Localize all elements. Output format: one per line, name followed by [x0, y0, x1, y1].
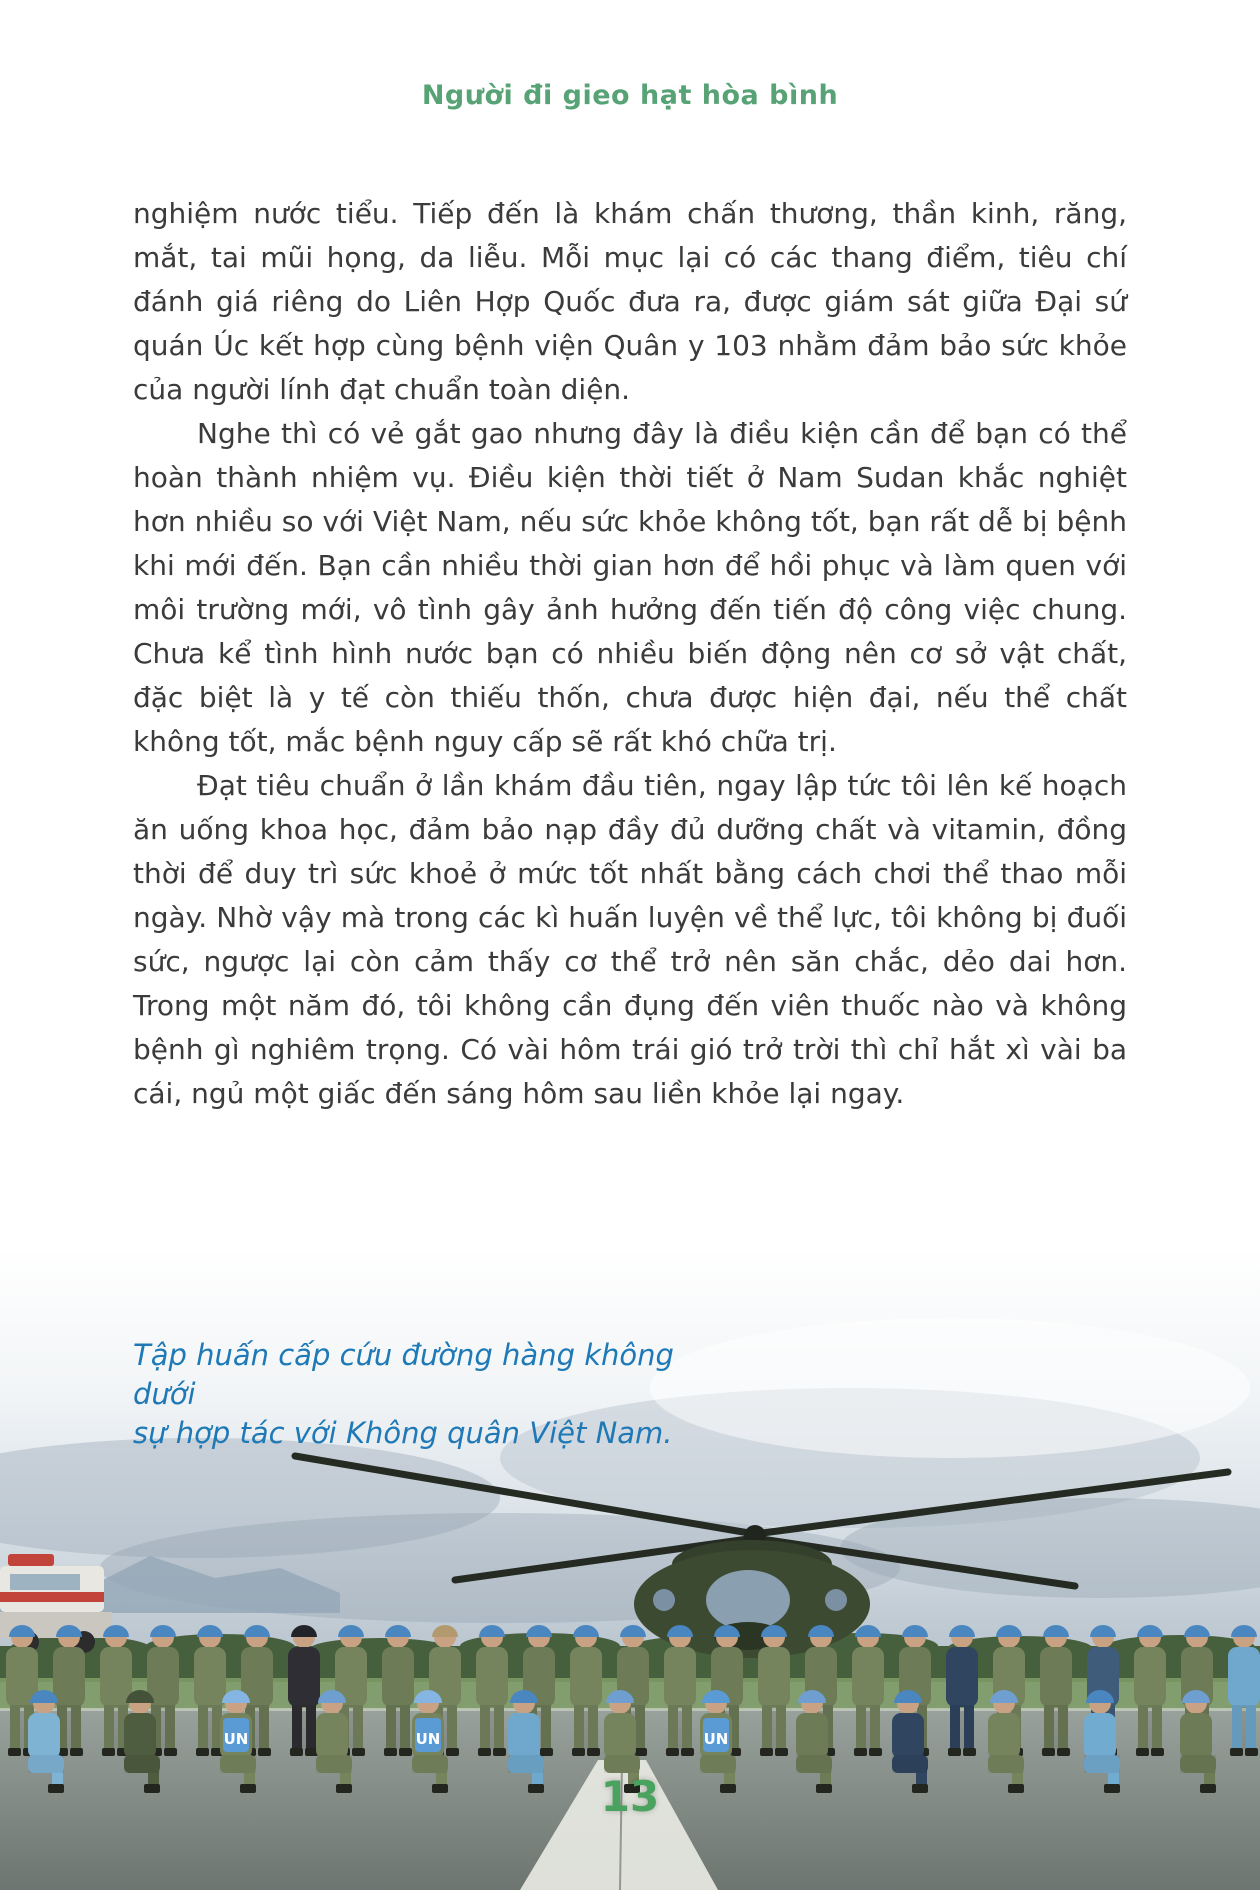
paragraph-2: Nghe thì có vẻ gắt gao nhưng đây là điều kiện cần để bạn có thể hoàn thành nhiệm vụ. Điều kiện thời tiết ở Nam Sudan khắc nghiệt hơn nhiều so với Việt Nam, nếu sức khỏe không tốt, bạn rất dễ bị bệnh khi mới đến. Bạn cần nhiều thời gian hơn để hồi phục và làm quen với môi trường mới, vô tình gây ảnh hưởng đến tiến độ công việc chung. Chưa kể tình hình nước bạn có nhiều biến động nên cơ sở vật chất, đặc biệt là y tế còn thiếu thốn, chưa được hiện đại, nếu thể chất không tốt, mắc bệnh nguy cấp sẽ rất khó chữa trị.	[133, 417, 1127, 758]
paragraph-3: Đạt tiêu chuẩn ở lần khám đầu tiên, ngay lập tức tôi lên kế hoạch ăn uống khoa học, đảm bảo nạp đầy đủ dưỡng chất và vitamin, đồng thời để duy trì sức khoẻ ở mức tốt nhất bằng cách chơi thể thao mỗi ngày. Nhờ vậy mà trong các kì huấn luyện về thể lực, tôi không bị đuối sức, ngược lại còn cảm thấy cơ thể trở nên săn chắc, dẻo dai hơn. Trong một năm đó, tôi không cần đụng đến viên thuốc nào và không bệnh gì nghiêm trọng. Có vài hôm trái gió trở trời thì chỉ hắt xì vài ba cái, ngủ một giấc đến sáng hôm sau liền khỏe lại ngay.	[133, 769, 1127, 1110]
photo-caption	[133, 1336, 693, 1453]
photo-caption-line-1: Tập huấn cấp cứu đường hàng không dưới	[133, 1338, 674, 1411]
body-text	[133, 192, 1127, 1116]
paragraph-1: nghiệm nước tiểu. Tiếp đến là khám chấn thương, thần kinh, răng, mắt, tai mũi họng, da liễu. Mỗi mục lại có các thang điểm, tiêu chí đánh giá riêng do Liên Hợp Quốc đưa ra, được giám sát giữa Đại sứ quán Úc kết hợp cùng bệnh viện Quân y 103 nhằm đảm bảo sức khỏe của người lính đạt chuẩn toàn diện.	[133, 197, 1127, 406]
un-vest-label: UN	[415, 1730, 441, 1748]
un-vest-label: UN	[223, 1730, 249, 1748]
un-vest-label: UN	[703, 1730, 729, 1748]
photo-caption-line-2: sự hợp tác với Không quân Việt Nam.	[133, 1416, 673, 1450]
running-header: Người đi gieo hạt hòa bình	[421, 80, 839, 111]
page-number: 13	[600, 1772, 660, 1821]
